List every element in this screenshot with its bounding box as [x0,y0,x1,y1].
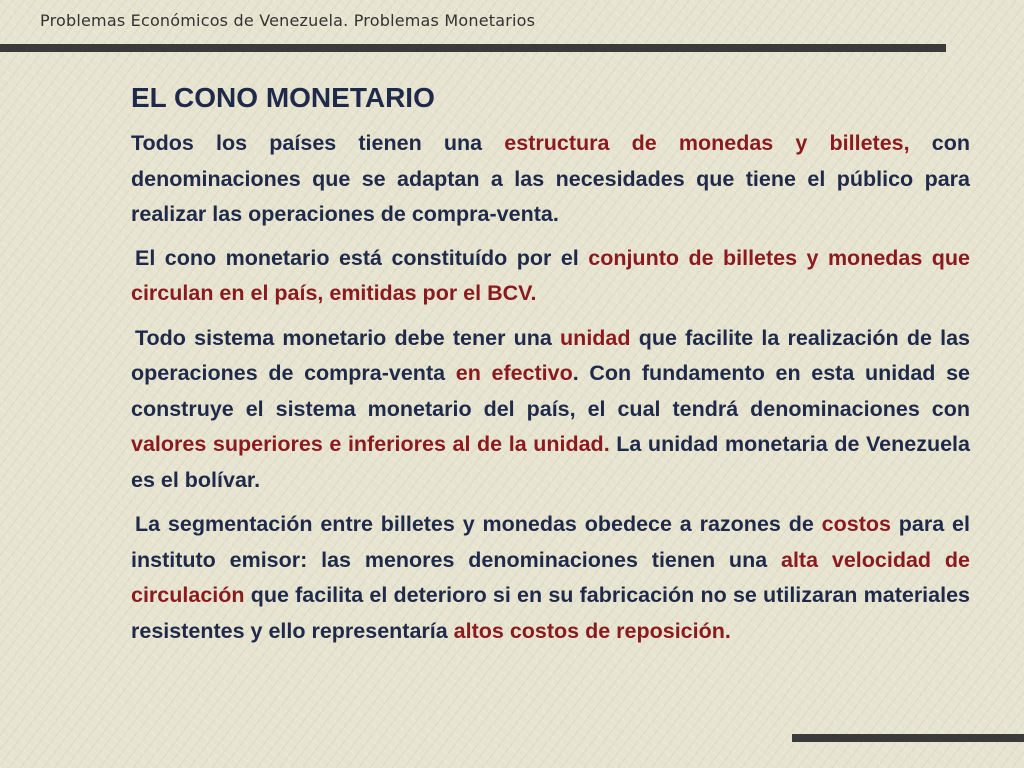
paragraph-4-text-2: para el instituto emisor: las menores denominaciones tienen una [131,512,970,572]
paragraph-4-highlight-1: costos [821,512,891,536]
slide-title: EL CONO MONETARIO [131,82,435,113]
paragraph-2-text-1: El cono monetario está constituído por el [135,245,589,270]
slide-body [131,126,970,649]
paragraph-1-text-2: con denominaciones que se adaptan a las necesidades que tiene el público para realizar las operaciones de compra-venta. [131,131,970,226]
paragraph-3-highlight-2: en efectivo [455,361,573,385]
paragraph-1-highlight-1: estructura de monedas y billetes, [504,131,910,155]
paragraph-3-text-1: Todo sistema monetario debe tener una [135,325,561,350]
paragraph-3-text-3: . Con fundamento en esta unidad se construye el sistema monetario del país, el cual tendrá denominaciones con [131,361,970,421]
paragraph-1 [131,126,970,233]
paragraph-3-highlight-3: valores superiores e inferiores al de la unidad. [131,432,610,456]
header-title: Problemas Económicos de Venezuela. Problemas Monetarios [40,11,536,30]
paragraph-1-text-1: Todos los países tienen una [131,131,505,155]
bottom-divider-bar [792,734,1024,742]
paragraph-4 [131,507,970,649]
paragraph-4-highlight-2: alta velocidad de circulación [131,547,970,607]
paragraph-3-text-2: que facilite la realización de las operaciones de compra-venta [131,325,971,385]
paragraph-4-highlight-3: altos costos de reposición. [453,618,731,643]
paragraph-4-text-1: La segmentación entre billetes y monedas obedece a razones de [135,512,822,536]
top-divider-bar [0,44,946,52]
paragraph-4-text-3: que facilita el deterioro si en su fabricación no se utilizaran materiales resistentes y ello representaría [131,583,970,643]
paragraph-3-text-4: La unidad monetaria de Venezuela es el bolívar. [131,432,970,492]
paragraph-2 [131,241,970,312]
paragraph-2-highlight-1: conjunto de billetes y monedas que circulan en el país, emitidas por el BCV. [131,245,971,305]
paragraph-3 [131,321,970,499]
paragraph-3-highlight-1: unidad [560,325,631,350]
